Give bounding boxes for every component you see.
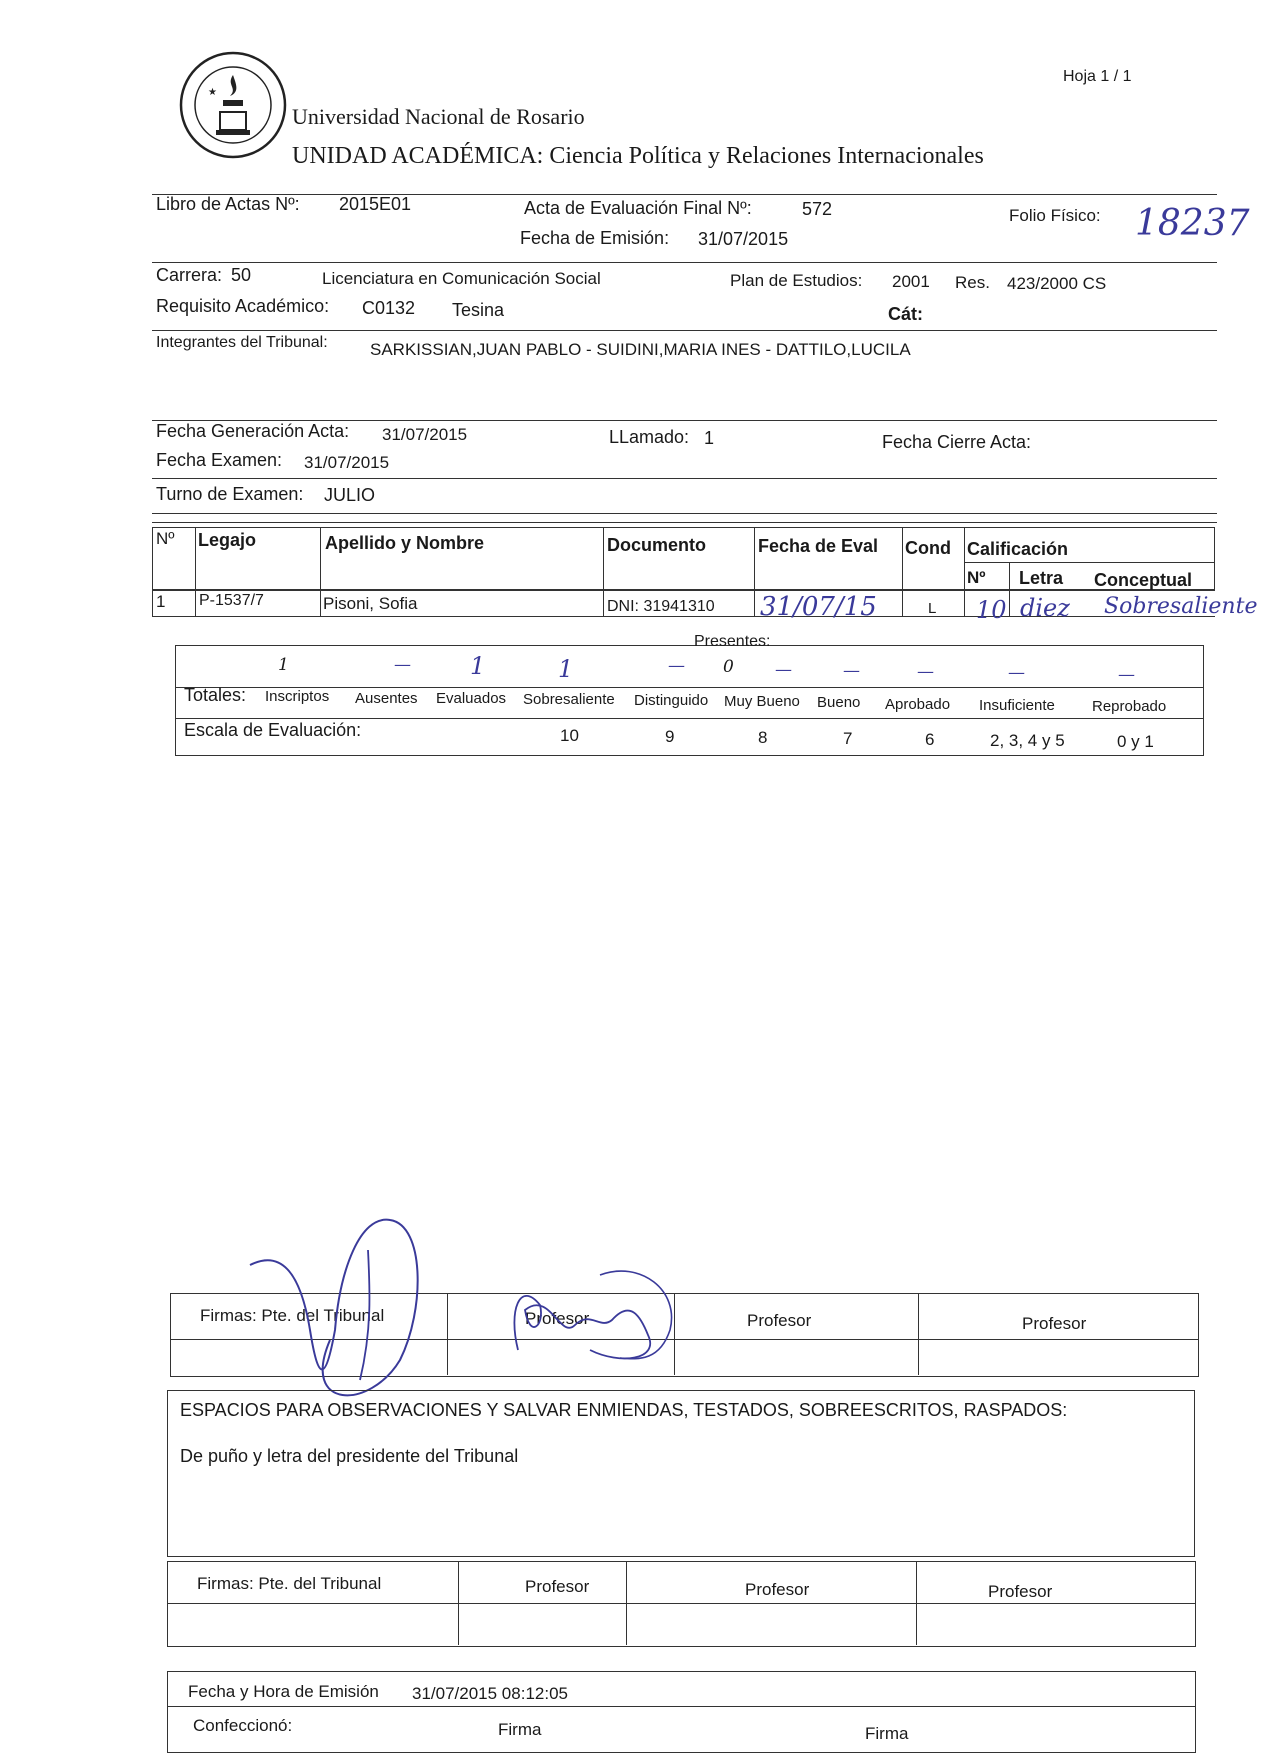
th-legajo: Legajo	[198, 530, 257, 550]
row-n: 1	[156, 592, 166, 611]
row-nombre: Pisoni, Sofia	[323, 594, 418, 613]
hand-total: 1	[278, 655, 289, 675]
fecha-generacion-value: 31/07/2015	[382, 425, 468, 444]
col-sobresaliente: Sobresaliente	[523, 691, 615, 708]
tribunal-value: SARKISSIAN,JUAN PABLO - SUIDINI,MARIA INES - DATTILO,LUCILA	[370, 340, 911, 359]
escala-value: 2, 3, 4 y 5	[990, 731, 1065, 750]
th-calif-letra: Letra	[1019, 568, 1064, 588]
folio-value: 18237	[1135, 203, 1250, 244]
res-value: 423/2000 CS	[1007, 274, 1107, 293]
page-number: Hoja 1 / 1	[1063, 68, 1132, 85]
folio-label: Folio Físico:	[1009, 206, 1101, 225]
th-nombre: Apellido y Nombre	[325, 533, 485, 553]
th-documento: Documento	[607, 535, 706, 555]
escala-value: 7	[843, 729, 853, 748]
acta-label: Acta de Evaluación Final Nº:	[524, 198, 752, 218]
col-insuficiente: Insuficiente	[979, 697, 1055, 714]
carrera-code: 50	[231, 265, 252, 285]
sig1-profesor-label: Profesor	[1022, 1314, 1087, 1333]
res-label: Res.	[955, 273, 990, 292]
observaciones-title: ESPACIOS PARA OBSERVACIONES Y SALVAR ENMIENDAS, TESTADOS, SOBREESCRITOS, RASPADOS:	[180, 1400, 1068, 1420]
sig1-pte-label: Firmas: Pte. del Tribunal	[200, 1306, 385, 1325]
observaciones-subtitle: De puño y letra del presidente del Tribunal	[180, 1446, 519, 1466]
escala-label: Escala de Evaluación:	[184, 720, 362, 740]
turno-value: JULIO	[324, 485, 376, 505]
col-muy-bueno: Muy Bueno	[724, 693, 800, 710]
row-fecha-eval: 31/07/15	[760, 592, 877, 622]
row-calif-n: 10	[976, 596, 1007, 624]
emision-value: 31/07/2015 08:12:05	[412, 1684, 568, 1703]
hand-total: —	[1118, 665, 1135, 685]
fecha-examen-value: 31/07/2015	[304, 453, 390, 472]
tribunal-label: Integrantes del Tribunal:	[156, 334, 328, 351]
col-ausentes: Ausentes	[355, 690, 418, 707]
firma-label: Firma	[498, 1720, 542, 1739]
row-calif-conceptual: Sobresaliente	[1104, 594, 1258, 619]
svg-text:★: ★	[208, 87, 217, 98]
emision-label: Fecha y Hora de Emisión	[188, 1682, 379, 1701]
requisito-code: C0132	[362, 298, 416, 318]
plan-label: Plan de Estudios:	[730, 271, 863, 290]
fecha-emision-value: 31/07/2015	[698, 229, 789, 249]
col-distinguido: Distinguido	[634, 692, 709, 709]
th-calificacion: Calificación	[967, 539, 1069, 559]
totales-label: Totales:	[184, 685, 247, 705]
requisito-label: Requisito Académico:	[156, 296, 330, 316]
row-legajo: P-1537/7	[199, 592, 264, 609]
escala-value: 6	[925, 730, 935, 749]
university-name: Universidad Nacional de Rosario	[292, 104, 585, 129]
turno-label: Turno de Examen:	[156, 484, 304, 504]
th-calif-n: Nº	[967, 568, 986, 587]
th-calif-conceptual: Conceptual	[1094, 570, 1193, 590]
th-cond: Cond	[905, 538, 951, 558]
hand-total: 1	[558, 655, 574, 683]
carrera-label: Carrera:	[156, 265, 223, 285]
acta-value: 572	[802, 199, 833, 219]
sig2-pte-label: Firmas: Pte. del Tribunal	[197, 1574, 382, 1593]
llamado-label: LLamado:	[609, 427, 690, 447]
cat-label: Cát:	[888, 304, 923, 324]
th-fecha-eval: Fecha de Eval	[758, 536, 879, 556]
hand-total: —	[668, 656, 685, 676]
col-evaluados: Evaluados	[436, 690, 507, 707]
col-reprobado: Reprobado	[1092, 698, 1167, 715]
hand-total: —	[775, 660, 792, 680]
fecha-cierre-label: Fecha Cierre Acta:	[882, 432, 1032, 452]
row-documento: DNI: 31941310	[607, 598, 715, 615]
sig2-profesor-label: Profesor	[525, 1577, 590, 1596]
llamado-value: 1	[704, 428, 715, 448]
confecciono-label: Confeccionó:	[193, 1716, 293, 1735]
th-n: Nº	[156, 529, 175, 548]
hand-total: —	[394, 655, 411, 675]
sig2-profesor-label: Profesor	[745, 1580, 810, 1599]
col-bueno: Bueno	[817, 694, 861, 711]
plan-value: 2001	[892, 272, 930, 291]
escala-value: 0 y 1	[1117, 732, 1154, 751]
row-calif-letra: diez	[1020, 594, 1070, 622]
libro-value: 2015E01	[339, 194, 412, 214]
libro-label: Libro de Actas Nº:	[156, 194, 300, 214]
sig1-profesor-label: Profesor	[525, 1309, 590, 1328]
fecha-generacion-label: Fecha Generación Acta:	[156, 421, 350, 441]
escala-value: 8	[758, 728, 768, 747]
unidad-academica: UNIDAD ACADÉMICA: Ciencia Política y Relaciones Internacionales	[292, 143, 984, 169]
hand-total: —	[1008, 663, 1025, 683]
carrera-name: Licenciatura en Comunicación Social	[322, 269, 601, 288]
hand-total: —	[917, 662, 934, 682]
escala-value: 10	[560, 726, 579, 745]
hand-total: 0	[723, 657, 734, 677]
sig1-profesor-label: Profesor	[747, 1311, 812, 1330]
presentes-label: Presentes:	[694, 633, 771, 650]
escala-value: 9	[665, 727, 675, 746]
hand-total: 1	[470, 652, 486, 680]
hand-total: —	[843, 661, 860, 681]
sig2-profesor-label: Profesor	[988, 1582, 1053, 1601]
firma-label: Firma	[865, 1724, 909, 1743]
university-seal	[178, 50, 288, 160]
col-aprobado: Aprobado	[885, 696, 951, 713]
col-inscriptos: Inscriptos	[265, 688, 330, 705]
row-cond: L	[928, 600, 937, 617]
requisito-name: Tesina	[452, 300, 505, 320]
fecha-examen-label: Fecha Examen:	[156, 450, 283, 470]
fecha-emision-label: Fecha de Emisión:	[520, 228, 670, 248]
